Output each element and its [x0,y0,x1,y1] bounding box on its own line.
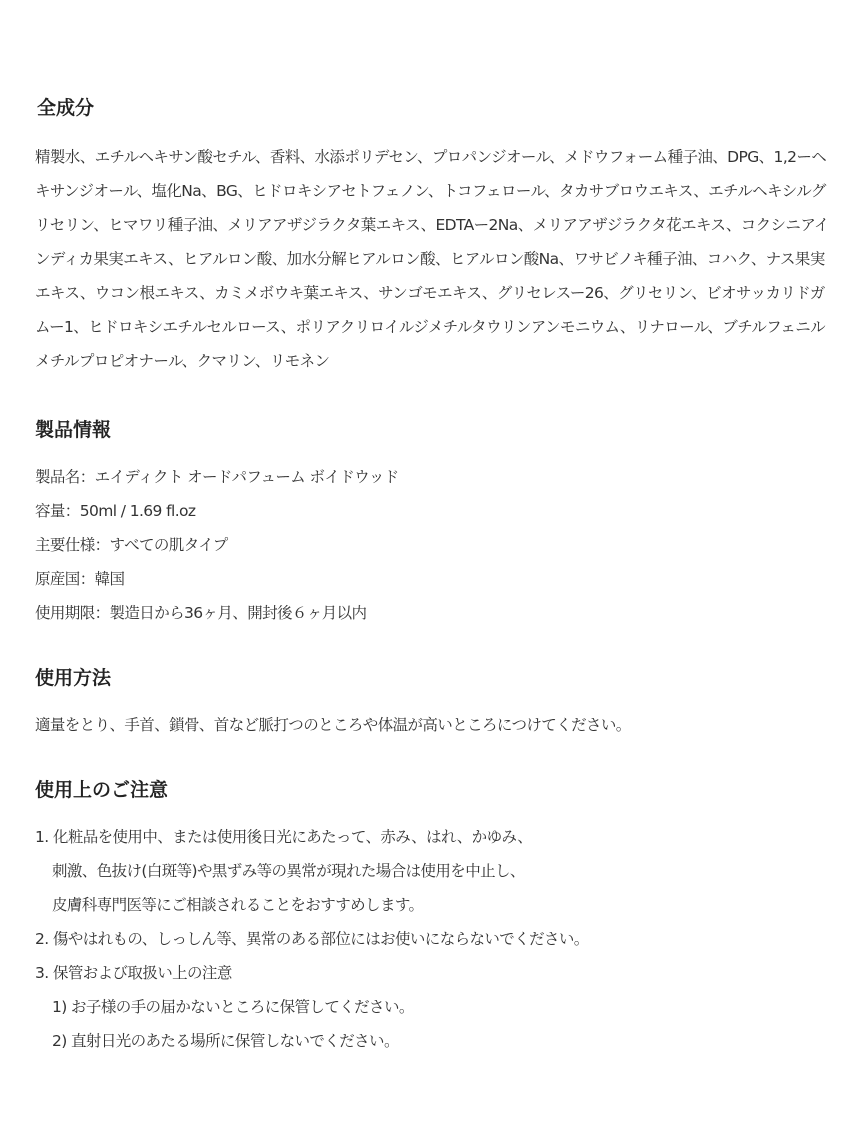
product-name-line: 製品名：エイディクト オードパフューム ボイドウッド [35,468,399,486]
product-info-section [35,418,836,630]
caution-item-3-sub-2: 2) 直射日光のあたる場所に保管しないでください。 [52,1032,399,1050]
caution-item-1-line-1: 1. 化粧品を使用中、または使用後日光にあたって、赤み、はれ、かゆみ、 [35,828,533,846]
caution-list [35,820,836,1058]
caution-item-2: 2. 傷やはれもの、しっしん等、異常のある部位にはお使いにならないでください。 [35,930,589,948]
ingredients-text: 精製水、エチルヘキサン酸セチル、香料、水添ポリデセン、プロパンジオール、メドウフォーム種子油、DPG、1,2ーヘキサンジオール、塩化Na、BG、ヒドロキシアセトフェノン、トコフェロール、タカサブロウエキス、エチルヘキシルグリセリン、ヒマワリ種子油、メリアアザジラクタ葉エキス、EDTAー2Na、メリアアザジラクタ花エキス、コクシニアインディカ果実エキス、ヒアルロン酸、加水分解ヒアルロン酸、ヒアルロン酸Na、ワサビノキ種子油、コハク、ナス果実エキス、ウコン根エキス、カミメボウキ葉エキス、サンゴモエキス、グリセレスー26、グリセリン、ビオサッカリドガムー1、ヒドロキシエチルセルロース、ポリアクリロイルジメチルタウリンアンモニウム、リナロール、ブチルフェニルメチルプロピオナール、クマリン、リモネン [35,148,829,370]
product-info-list [35,460,836,630]
caution-section [35,778,836,1058]
usage-heading: 使用方法 [35,667,112,689]
product-info-heading: 製品情報 [35,419,112,441]
ingredients-section [35,96,836,378]
ingredients-heading: 全成分 [37,97,95,119]
capacity-line: 容量：50ml / 1.69 fl.oz [35,502,196,520]
caution-heading: 使用上のご注意 [35,779,169,801]
caution-item-1-line-3: 皮膚科専門医等にご相談されることをおすすめします。 [52,896,424,914]
caution-item-1-line-2: 刺激、色抜け(白斑等)や黒ずみ等の異常が現れた場合は使用を中止し、 [52,862,525,880]
usage-text: 適量をとり、手首、鎖骨、首など脈打つのところや体温が高いところにつけてください。 [35,716,631,734]
caution-item-3: 3. 保管および取扱い上の注意 [35,964,232,982]
origin-line: 原産国：韓国 [35,570,125,588]
expiry-line: 使用期限：製造日から36ヶ月、開封後６ヶ月以内 [35,604,367,622]
skin-type-line: 主要仕様：すべての肌タイプ [35,536,228,554]
usage-section [35,666,836,742]
caution-item-3-sub-1: 1) お子様の手の届かないところに保管してください。 [52,998,414,1016]
